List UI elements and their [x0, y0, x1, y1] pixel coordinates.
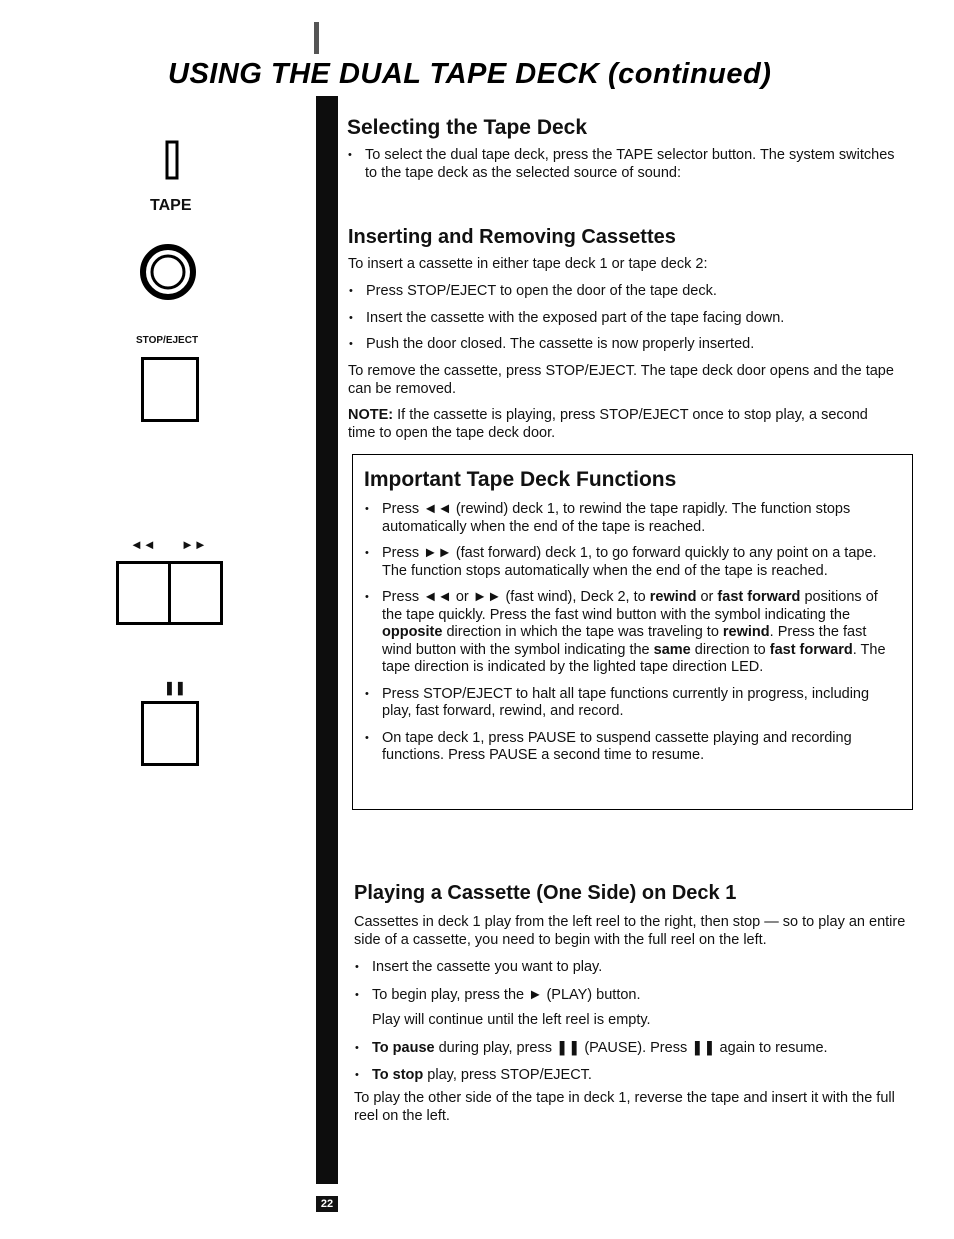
pause-icon: ❚❚: [164, 680, 186, 695]
playing-heading: Playing a Cassette (One Side) on Deck 1: [354, 882, 737, 904]
text-run: positions of the tape quickly. Press the fast wind button with the symbol indicating the: [382, 589, 878, 623]
text-run: . Press the fast wind button with the symbol indicating the: [382, 624, 867, 658]
text-run: Press ◄◄ or ►► (fast wind), Deck 2, to: [382, 589, 650, 605]
text-run: play, press STOP/EJECT.: [423, 1067, 592, 1083]
note-text: If the cassette is playing, press STOP/EJECT once to stop play, a second time to open the tape deck door.: [348, 407, 868, 441]
text-run: To begin play, press the ► (PLAY) button.: [372, 986, 641, 1003]
list-item: • Press STOP/EJECT to open the door of the tape deck.: [348, 283, 900, 301]
remove-text: To remove the cassette, press STOP/EJECT. The tape deck door opens and the tape can be removed.: [348, 363, 894, 397]
page-title: USING THE DUAL TAPE DECK (continued): [168, 58, 772, 90]
text-run: direction in which the tape was traveling to: [442, 624, 723, 640]
rewind-icon: ◄◄: [130, 537, 156, 552]
note-label: NOTE:: [348, 407, 394, 423]
page-number: 22: [316, 1196, 338, 1212]
stop-eject-ring-icon[interactable]: [139, 243, 197, 301]
list-item: [354, 1040, 914, 1058]
functions-list: [364, 501, 899, 765]
selecting-list: [347, 147, 899, 182]
tape-indicator-icon: [164, 139, 180, 181]
inserting-list: [348, 283, 900, 354]
rewind-button[interactable]: [116, 561, 171, 625]
text-emphasis: opposite: [382, 624, 443, 640]
list-item: • Insert the cassette you want to play.: [354, 959, 914, 977]
list-item: • To select the dual tape deck, press the TAPE selector button. The system switches to the tape deck as the selected source of sound:: [347, 147, 899, 182]
list-item: • Press ►► (fast forward) deck 1, to go forward quickly to any point on a tape. The function stops automatically when the end of the tape is reached.: [364, 545, 899, 580]
stop-eject-button[interactable]: [141, 357, 199, 422]
list-item: • Insert the cassette with the exposed part of the tape facing down.: [348, 310, 900, 328]
text-emphasis: To pause: [372, 1039, 435, 1056]
text-emphasis: fast forward: [769, 641, 853, 658]
text-run: direction to: [690, 641, 770, 658]
text-emphasis: rewind: [649, 589, 697, 605]
selecting-heading: Selecting the Tape Deck: [347, 116, 588, 139]
page-tab-mark: [312, 22, 322, 54]
functions-box: [352, 454, 913, 810]
fast-forward-button[interactable]: [168, 561, 223, 625]
list-item: • Push the door closed. The cassette is now properly inserted.: [348, 336, 900, 354]
note-paragraph: [348, 407, 896, 442]
functions-heading: Important Tape Deck Functions: [364, 468, 677, 491]
list-item: [354, 987, 914, 1030]
text-emphasis: rewind: [722, 624, 770, 640]
fast-forward-icon: ►►: [181, 537, 207, 552]
playing-outro: To play the other side of the tape in deck 1, reverse the tape and insert it with the full reel on the left.: [354, 1090, 895, 1124]
stop-eject-label: STOP/EJECT: [136, 335, 199, 346]
pause-button[interactable]: [141, 701, 199, 766]
text-emphasis: same: [653, 641, 691, 658]
text-run: . The tape direction is indicated by the lighted tape direction LED.: [382, 641, 886, 675]
list-item: • Press ◄◄ (rewind) deck 1, to rewind the tape rapidly. The function stops automatically when the end of the tape is reached.: [364, 501, 899, 536]
playing-list: [354, 959, 914, 1085]
play-note: Play will continue until the left reel is empty.: [372, 1012, 651, 1028]
tape-label: TAPE: [150, 197, 192, 214]
inserting-intro: To insert a cassette in either tape deck 1 or tape deck 2:: [348, 256, 708, 272]
list-item: • Press STOP/EJECT to halt all tape functions currently in progress, including play, fast forward, rewind, and record.: [364, 686, 899, 721]
text-run: during play, press ❚❚ (PAUSE). Press ❚❚ again to resume.: [434, 1039, 828, 1056]
list-item: [364, 589, 899, 677]
margin-bar: [316, 96, 338, 1184]
text-run: or: [696, 589, 718, 605]
inserting-heading: Inserting and Removing Cassettes: [348, 226, 676, 248]
text-emphasis: fast forward: [717, 589, 801, 605]
list-item: • On tape deck 1, press PAUSE to suspend cassette playing and recording functions. Press PAUSE a second time to resume.: [364, 730, 899, 765]
text-emphasis: To stop: [372, 1067, 424, 1083]
playing-intro: Cassettes in deck 1 play from the left reel to the right, then stop — so to play an entire side of a cassette, you need to begin with the full reel on the left.: [354, 914, 906, 948]
list-item: [354, 1067, 914, 1085]
